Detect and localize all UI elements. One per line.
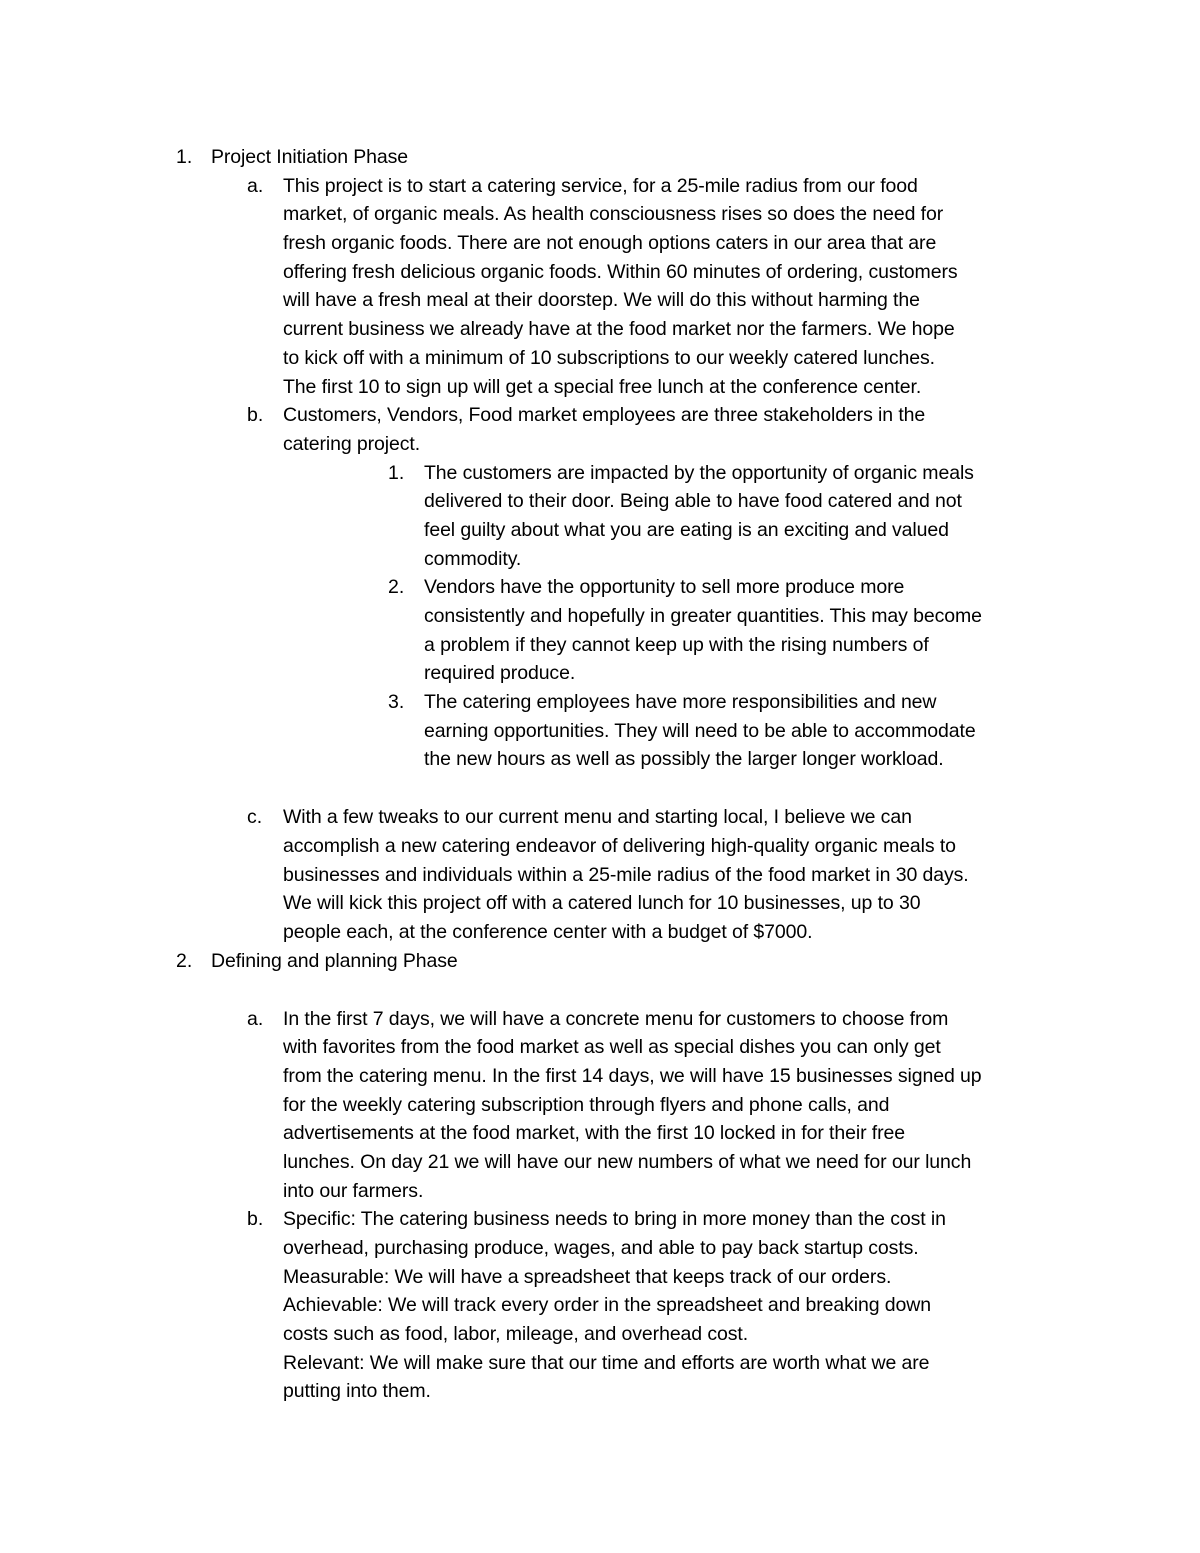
paragraph-line: Specific: The catering business needs to bring in more money than the cost in	[283, 1208, 946, 1230]
paragraph-line: advertisements at the food market, with the first 10 locked in for their free	[283, 1122, 906, 1144]
paragraph-line: overhead, purchasing produce, wages, and able to pay back startup costs.	[283, 1237, 919, 1259]
paragraph-line: Customers, Vendors, Food market employees are three stakeholders in the	[283, 404, 926, 426]
paragraph-line: to kick off with a minimum of 10 subscriptions to our weekly catered lunches.	[283, 347, 935, 369]
paragraph-line: a problem if they cannot keep up with the rising numbers of	[424, 634, 929, 656]
section1-a-marker: a.	[247, 175, 264, 197]
paragraph-line: Measurable: We will have a spreadsheet that keeps track of our orders.	[283, 1266, 892, 1288]
paragraph-line: In the first 7 days, we will have a concrete menu for customers to choose from	[283, 1008, 949, 1030]
paragraph-line: commodity.	[424, 548, 522, 570]
paragraph-line: catering project.	[283, 433, 421, 455]
paragraph-line: for the weekly catering subscription through flyers and phone calls, and	[283, 1094, 890, 1116]
section1-marker: 1.	[176, 146, 193, 168]
paragraph-line: offering fresh delicious organic foods. Within 60 minutes of ordering, customers	[283, 261, 958, 283]
paragraph-line: Achievable: We will track every order in the spreadsheet and breaking down	[283, 1294, 932, 1316]
paragraph-line: The customers are impacted by the opportunity of organic meals	[424, 462, 974, 484]
paragraph-line: businesses and individuals within a 25-mile radius of the food market in 30 days.	[283, 864, 969, 886]
paragraph-line: We will kick this project off with a catered lunch for 10 businesses, up to 30	[283, 892, 921, 914]
paragraph-line: current business we already have at the food market nor the farmers. We hope	[283, 318, 955, 340]
paragraph-line: with favorites from the food market as well as special dishes you can only get	[283, 1036, 941, 1058]
section1-b-sub3-marker: 3.	[388, 691, 405, 713]
paragraph-line: feel guilty about what you are eating is an exciting and valued	[424, 519, 949, 541]
paragraph-line: people each, at the conference center with a budget of $7000.	[283, 921, 813, 943]
paragraph-line: will have a fresh meal at their doorstep. We will do this without harming the	[283, 289, 920, 311]
paragraph-line: With a few tweaks to our current menu and starting local, I believe we can	[283, 806, 912, 828]
paragraph-line: The catering employees have more responsibilities and new	[424, 691, 937, 713]
section1-heading: Project Initiation Phase	[211, 146, 409, 168]
paragraph-line: accomplish a new catering endeavor of delivering high-quality organic meals to	[283, 835, 956, 857]
paragraph-line: fresh organic foods. There are not enough options caters in our area that are	[283, 232, 937, 254]
section2-heading: Defining and planning Phase	[211, 950, 458, 972]
paragraph-line: earning opportunities. They will need to be able to accommodate	[424, 720, 976, 742]
section1-c-marker: c.	[247, 806, 263, 828]
paragraph-line: costs such as food, labor, mileage, and overhead cost.	[283, 1323, 749, 1345]
section2-marker: 2.	[176, 950, 193, 972]
paragraph-line: the new hours as well as possibly the larger longer workload.	[424, 748, 944, 770]
paragraph-line: consistently and hopefully in greater quantities. This may become	[424, 605, 982, 627]
section1-b-marker: b.	[247, 404, 264, 426]
paragraph-line: lunches. On day 21 we will have our new numbers of what we need for our lunch	[283, 1151, 972, 1173]
section1-b-sub2-marker: 2.	[388, 576, 405, 598]
section1-b-sub1-marker: 1.	[388, 462, 405, 484]
paragraph-line: Vendors have the opportunity to sell more produce more	[424, 576, 905, 598]
paragraph-line: Relevant: We will make sure that our time and efforts are worth what we are	[283, 1352, 930, 1374]
paragraph-line: required produce.	[424, 662, 576, 684]
paragraph-line: This project is to start a catering service, for a 25-mile radius from our food	[283, 175, 918, 197]
paragraph-line: putting into them.	[283, 1380, 431, 1402]
paragraph-line: into our farmers.	[283, 1180, 424, 1202]
section2-b-marker: b.	[247, 1208, 264, 1230]
paragraph-line: The first 10 to sign up will get a special free lunch at the conference center.	[283, 376, 922, 398]
paragraph-line: delivered to their door. Being able to have food catered and not	[424, 490, 962, 512]
paragraph-line: from the catering menu. In the first 14 days, we will have 15 businesses signed up	[283, 1065, 982, 1087]
section2-a-marker: a.	[247, 1008, 264, 1030]
paragraph-line: market, of organic meals. As health consciousness rises so does the need for	[283, 203, 944, 225]
